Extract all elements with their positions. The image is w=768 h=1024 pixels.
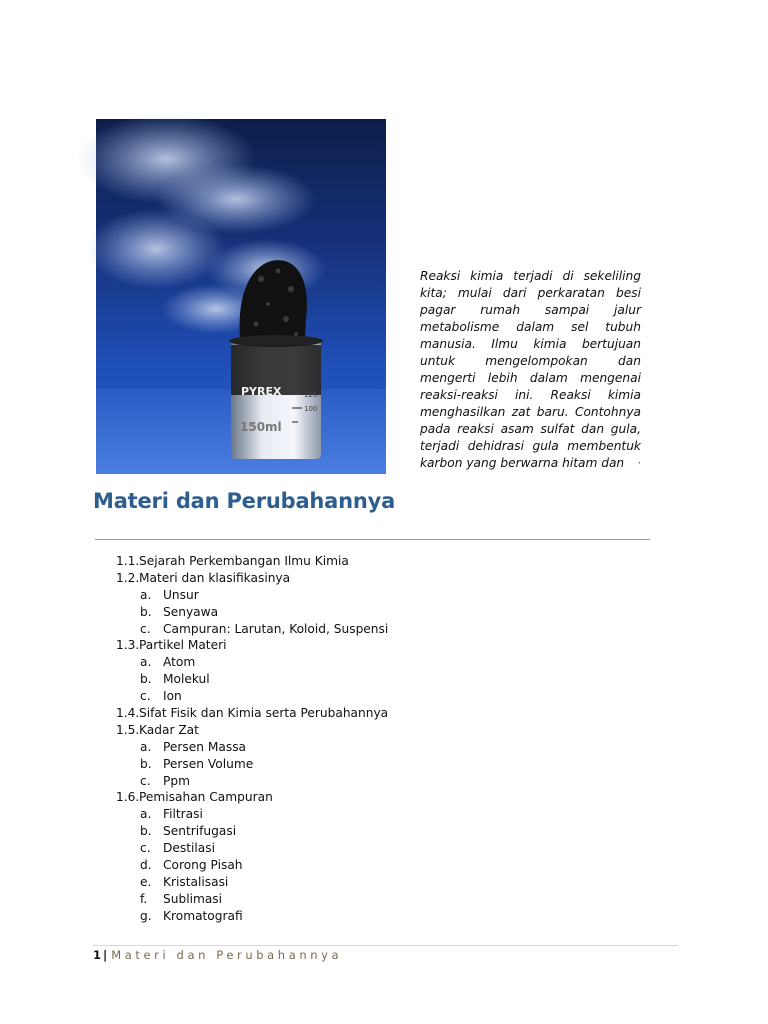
toc-subitem-letter: e. — [140, 874, 152, 889]
toc-subitem — [116, 891, 516, 908]
toc-section — [116, 637, 516, 654]
toc-subitem-letter: b. — [140, 824, 152, 839]
smoke-cloud — [86, 209, 226, 289]
toc-subitem-label: Filtrasi — [163, 807, 203, 822]
toc-subitem — [116, 908, 516, 925]
toc-section-label: Sifat Fisik dan Kimia serta Perubahannya — [139, 706, 389, 721]
toc-section-label: Kadar Zat — [139, 722, 199, 737]
toc-section-number: 1.1. — [116, 554, 140, 568]
toc-subitem-label: Kristalisasi — [163, 874, 229, 889]
toc-section-number: 1.3. — [116, 638, 140, 653]
toc-section-label: Materi dan klasifikasinya — [139, 570, 291, 585]
toc-subitem — [116, 857, 516, 874]
toc-subitem — [116, 739, 516, 756]
table-of-contents — [116, 553, 516, 925]
toc-subitem-letter: a. — [140, 807, 152, 822]
toc-section-label: Partikel Materi — [139, 638, 227, 653]
toc-subitem-letter: c. — [140, 773, 151, 788]
toc-subitem-label: Campuran: Larutan, Koloid, Suspensi — [163, 621, 389, 636]
toc-subitem-label: Persen Massa — [163, 739, 247, 754]
toc-subitem-letter: b. — [140, 672, 152, 687]
toc-subitem — [116, 688, 516, 705]
toc-section-number: 1.5. — [116, 722, 140, 737]
beaker-photo — [96, 119, 386, 474]
toc-subitem-label: Ppm — [163, 773, 190, 788]
toc-section-number: 1.4. — [116, 706, 140, 721]
toc-subitem-label: Destilasi — [163, 841, 215, 856]
toc-section — [116, 705, 516, 722]
toc-subitem-label: Ion — [163, 689, 182, 704]
toc-subitem-letter: b. — [140, 756, 152, 771]
title-underline — [95, 539, 650, 540]
toc-section — [116, 553, 516, 570]
toc-subitem — [116, 823, 516, 840]
beaker-illustration — [96, 119, 386, 474]
footer-rule — [93, 945, 678, 946]
toc-section — [116, 789, 516, 806]
intro-continuation-marker: · — [637, 456, 641, 470]
toc-section — [116, 722, 516, 739]
toc-section — [116, 570, 516, 587]
page-number: 1 — [93, 948, 102, 962]
toc-subitem-letter: c. — [140, 841, 151, 856]
toc-subitem-letter: c. — [140, 689, 151, 704]
toc-section-label: Pemisahan Campuran — [139, 790, 273, 805]
toc-subitem-letter: a. — [140, 655, 152, 670]
toc-subitem-letter: b. — [140, 604, 152, 619]
footer-title: Materi dan Perubahannya — [111, 948, 343, 962]
toc-subitem-letter: f. — [140, 891, 148, 906]
toc-subitem-label: Unsur — [163, 587, 199, 602]
beaker-volume-label: 150ml — [240, 420, 282, 434]
toc-section-number: 1.2. — [116, 570, 140, 585]
toc-subitem — [116, 756, 516, 773]
chapter-title: Materi dan Perubahannya — [93, 489, 396, 513]
intro-paragraph: Reaksi kimia terjadi di sekeliling kita; mulai dari perkaratan besi pagar rumah sampai jalur metabolisme dalam sel tubuh manusia. Ilmu kimia bertujuan untuk mengelompokan dan mengerti lebih dalam mengenai reaksi-reaksi ini. Reaksi kimia menghasilkan zat baru. Contohnya pada reaksi asam sulfat dan gula, terjadi dehidrasi gula membentuk karbon yang berwarna hitam dan — [420, 269, 641, 470]
toc-subitem — [116, 874, 516, 891]
toc-subitem-letter: a. — [140, 587, 152, 602]
toc-subitem — [116, 604, 516, 621]
toc-subitem-letter: c. — [140, 621, 151, 636]
toc-subitem-label: Atom — [163, 655, 196, 670]
graduation-label: 100 — [304, 405, 318, 413]
beaker-brand-label: PYREX — [241, 385, 282, 398]
toc-subitem — [116, 587, 516, 604]
toc-subitem-label: Kromatografi — [163, 908, 243, 923]
toc-subitem-label: Sentrifugasi — [163, 824, 237, 839]
footer-separator: | — [103, 948, 108, 962]
toc-section-label: Sejarah Perkembangan Ilmu Kimia — [139, 554, 349, 568]
toc-subitem — [116, 621, 516, 638]
toc-subitem — [116, 773, 516, 790]
graduation-label: 125 — [304, 391, 318, 399]
toc-subitem-label: Sublimasi — [163, 891, 223, 906]
toc-subitem-label: Senyawa — [163, 604, 219, 619]
toc-subitem-label: Corong Pisah — [163, 858, 243, 873]
toc-subitem — [116, 654, 516, 671]
toc-section-number: 1.6. — [116, 790, 140, 805]
toc-subitem-letter: d. — [140, 858, 152, 873]
toc-subitem-letter: g. — [140, 908, 152, 923]
toc-subitem — [116, 806, 516, 823]
toc-subitem-letter: a. — [140, 739, 152, 754]
toc-subitem-label: Persen Volume — [163, 756, 254, 771]
page-footer — [93, 948, 342, 962]
toc-subitem — [116, 671, 516, 688]
toc-subitem-label: Molekul — [163, 672, 210, 687]
toc-subitem — [116, 840, 516, 857]
